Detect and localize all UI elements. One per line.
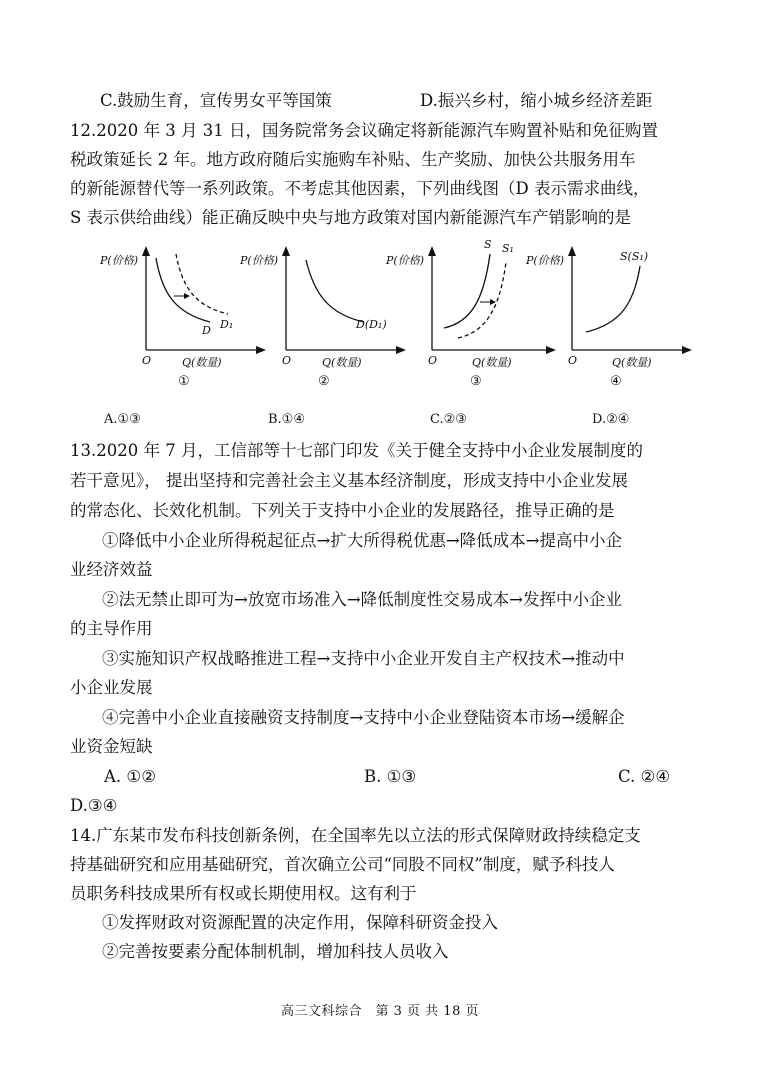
q13-line-2: 若干意见》， 提出坚持和完善社会主义基本经济制度，形成支持中小企业发展	[70, 471, 628, 490]
graph-3-curve-s1	[458, 262, 506, 338]
q12-line-2: 税政策延长 2 年。地方政府随后实施购车补贴、生产奖励、加快公共服务用车	[70, 150, 636, 169]
graph-3-ylabel: P(价格)	[386, 254, 424, 267]
graph-4-curve-label: S(S₁)	[620, 250, 649, 263]
graph-1-ylabel: P(价格)	[100, 254, 138, 267]
q13-item-2-b: 的主导作用	[70, 619, 153, 638]
q14-line-2: 持基础研究和应用基础研究，首次确立公司“同股不同权”制度，赋予科技人	[70, 855, 615, 874]
graph-1-number: ①	[178, 374, 190, 389]
graph-3-number: ③	[470, 374, 482, 389]
q12-graphs	[90, 238, 690, 408]
graph-4	[520, 238, 650, 398]
graph-4-x-arrow	[682, 346, 692, 354]
page-footer: 高三文科综合 第 3 页 共 18 页	[281, 1004, 479, 1019]
q13-choice-a: A. ①②	[104, 767, 156, 786]
option-c-prev-question: C.鼓励生育，宣传男女平等国策	[100, 91, 332, 110]
q13-item-4-b: 业资金短缺	[70, 737, 153, 756]
q13-line-3: 的常态化、长效化机制。下列关于支持中小企业的发展路径，推导正确的是	[70, 501, 615, 520]
graph-3-curve-s	[444, 254, 490, 328]
q14-line-3: 员职务科技成果所有权或长期使用权。这有利于	[70, 884, 417, 903]
q12-line-1: 12.2020 年 3 月 31 日，国务院常务会议确定将新能源汽车购置补贴和免征购置	[70, 121, 658, 140]
graph-1-curve-d	[156, 258, 210, 322]
q13-item-3-b: 小企业发展	[70, 678, 153, 697]
q13-item-2-a: ②法无禁止即可为→放宽市场准入→降低制度性交易成本→发挥中小企业	[102, 590, 622, 609]
graph-2-number: ②	[318, 374, 330, 389]
graph-4-xlabel: Q(数量)	[612, 356, 652, 369]
q13-item-3-a: ③实施知识产权战略推进工程→支持中小企业开发自主产权技术→推动中	[102, 649, 625, 668]
graph-2-ylabel: P(价格)	[240, 254, 278, 267]
graph-3-curve-s-label: S	[484, 238, 492, 251]
graph-2-curve-label: D(D₁)	[356, 318, 387, 331]
graph-1-origin: O	[142, 354, 152, 367]
graph-1-curve-d1	[176, 254, 228, 314]
graph-3-curve-s1-label: S₁	[502, 242, 514, 255]
graph-1-curve-d-label: D	[202, 324, 211, 337]
q13-choice-b: B. ①③	[364, 767, 417, 786]
graph-1	[90, 238, 234, 398]
q13-choice-d: D.③④	[70, 796, 118, 815]
graph-3-origin: O	[428, 354, 438, 367]
q13-item-1-b: 业经济效益	[70, 560, 153, 579]
q13-choice-c: C. ②④	[618, 767, 671, 786]
graph-2-curve-d	[306, 260, 364, 322]
graph-4-number: ④	[610, 374, 622, 389]
q14-line-1: 14.广东某市发布科技创新条例，在全国率先以立法的形式保障财政持续稳定支	[70, 826, 641, 845]
graph-4-ylabel: P(价格)	[526, 254, 564, 267]
graph-4-curve-s	[586, 266, 640, 332]
q12-choice-d: D.②④	[592, 412, 630, 427]
q13-item-4-a: ④完善中小企业直接融资支持制度→支持中小企业登陆资本市场→缓解企	[102, 708, 625, 727]
graph-2	[230, 238, 387, 398]
graph-1-shift-arrowhead	[184, 293, 190, 299]
graph-4-origin: O	[568, 354, 578, 367]
graph-4-y-arrow	[568, 246, 576, 256]
q12-choice-b: B.①④	[268, 412, 305, 427]
graph-1-xlabel: Q(数量)	[182, 356, 222, 369]
graph-2-y-arrow	[282, 246, 290, 256]
q14-item-1: ①发挥财政对资源配置的决定作用，保障科研资金投入	[102, 913, 498, 932]
q13-line-1: 13.2020 年 7 月，工信部等十七部门印发《关于健全支持中小企业发展制度的	[70, 441, 643, 460]
q12-line-4: S 表示供给曲线）能正确反映中央与地方政策对国内新能源汽车产销影响的是	[70, 208, 632, 227]
graph-1-curve-d1-label: D₁	[220, 318, 234, 331]
option-d-prev-question: D.振兴乡村，缩小城乡经济差距	[420, 91, 653, 110]
q12-choice-a: A.①③	[104, 412, 141, 427]
q14-item-2: ②完善按要素分配体制机制，增加科技人员收入	[102, 942, 449, 961]
graph-2-origin: O	[282, 354, 292, 367]
graph-3	[380, 238, 514, 398]
graph-3-xlabel: Q(数量)	[472, 356, 512, 369]
graph-2-xlabel: Q(数量)	[322, 356, 362, 369]
graph-3-y-arrow	[428, 246, 436, 256]
q12-choice-c: C.②③	[430, 412, 467, 427]
graph-1-y-arrow	[142, 246, 150, 256]
q12-line-3: 的新能源替代等一系列政策。不考虑其他因素，下列曲线图（D 表示需求曲线，	[70, 179, 650, 198]
q13-item-1-a: ①降低中小企业所得税起征点→扩大所得税优惠→降低成本→提高中小企	[102, 531, 622, 550]
